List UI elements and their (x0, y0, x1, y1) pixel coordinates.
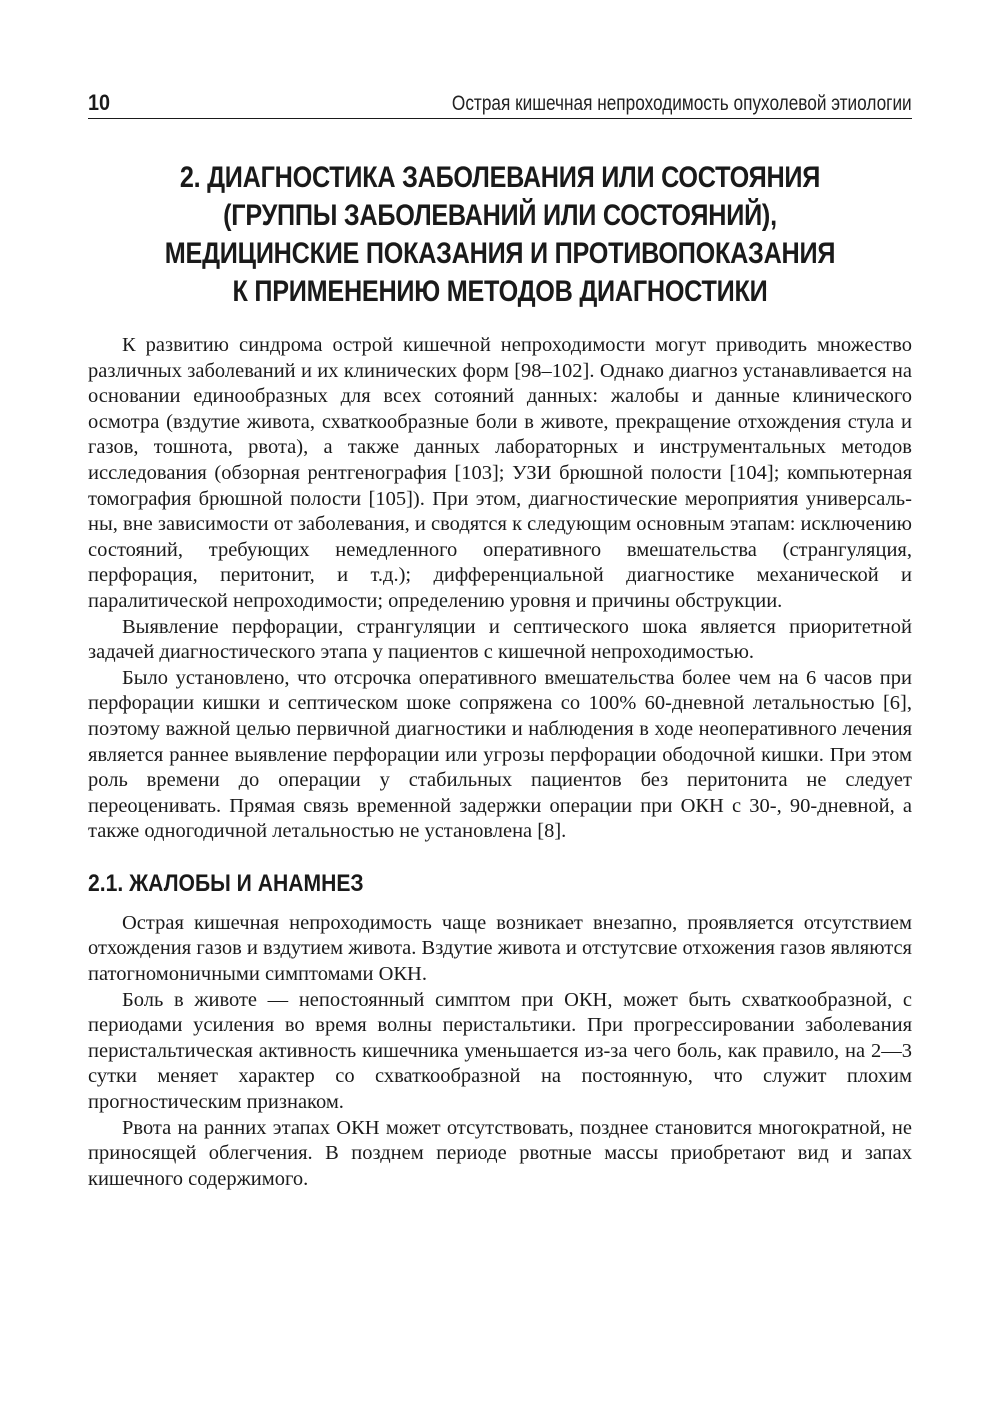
running-title: Острая кишечная непроходимость опухолевой этиологии (452, 92, 912, 115)
chapter-title-line: 2. ДИАГНОСТИКА ЗАБОЛЕВАНИЯ ИЛИ СОСТОЯНИЯ (179, 161, 821, 194)
paragraph: Выявление перфорации, странгуляции и септического шока является приоритетной задачей диагностического этапа у пациентов с кишечной непроходимостью. (88, 615, 912, 664)
page-header (88, 82, 912, 119)
paragraph: Рвота на ранних этапах ОКН может отсутствовать, позднее становится многократной, не приносящей облегчения. В позднем периоде рвотные массы приобретают вид и запах кишечного содержимого. (88, 1116, 912, 1190)
section-body (88, 911, 912, 1193)
chapter-title-line: (ГРУППЫ ЗАБОЛЕВАНИЙ ИЛИ СОСТОЯНИЙ), (223, 199, 777, 232)
paragraph: Боль в животе — непостоянный симптом при ОКН, может быть схваткообразной, с периодами усиления во время волны перистальтики. При прогрессировании заболевания перистальтическая активность кишечника уменьшается из-за чего боль, как правило, на 2—3 сутки меняет характер со схваткообразной на постоянную, что служит плохим прогностическим признаком. (88, 988, 912, 1114)
chapter-title-line: МЕДИЦИНСКИЕ ПОКАЗАНИЯ И ПРОТИВОПОКАЗАНИЯ (164, 237, 836, 270)
document-page (88, 82, 912, 1192)
chapter-title (88, 159, 912, 311)
paragraph: К развитию синдрома острой кишечной непроходимости могут приводить множество различных заболеваний и их клинических форм [98–102]. Однако диагноз устанавливается на основании единообразных для всех сотояний данных: жалобы и данные клинического осмотра (вздутие живота, схваткообразные боли в животе, прекращение отхождения стула и газов, тошнота, рвота), а также данных лабораторных и инструментальных методов исследования (обзорная рентгенография [103]; УЗИ брюшной полости [104]; компьютерная томография брюшной полости [105]). При этом, диагностические мероприятия универсальны, вне зависимости от заболевания, и сводятся к следующим основным этапам: исключению состояний, требующих немедленного оперативного вмешательства (странгуляция, перфорация, перитонит, и т.д.); дифференциальной диагностике механической и паралитической непроходимости; определению уровня и причины обструкции. (88, 334, 912, 612)
paragraph: Было установлено, что отсрочка оперативного вмешательства более чем на 6 часов при перфорации кишки и септическом шоке сопряжена со 100% 60-дневной летальностью [6], поэтому важной целью первичной диагностики и наблюдения в ходе неоперативного лечения является раннее выявление перфорации или угрозы перфорации ободочной кишки. При этом роль времени до операции у стабильных пациентов без перитонита не следует переоценивать. Прямая связь временной задержки операции при ОКН с 30-, 90-дневной, а также одногодичной летальностью не установлена [8]. (88, 666, 912, 843)
paragraph: Острая кишечная непроходимость чаще возникает внезапно, проявляется отсутствием отхождения газов и вздутием живота. Вздутие живота и отстутсвие отхожения газов являются патогномоничными симптомами ОКН. (88, 911, 912, 986)
section-title: 2.1. ЖАЛОБЫ И АНАМНЕЗ (88, 869, 364, 897)
chapter-title-line: К ПРИМЕНЕНИЮ МЕТОДОВ ДИАГНОСТИКИ (232, 275, 768, 308)
page-number: 10 (88, 90, 111, 115)
chapter-body (88, 333, 912, 845)
